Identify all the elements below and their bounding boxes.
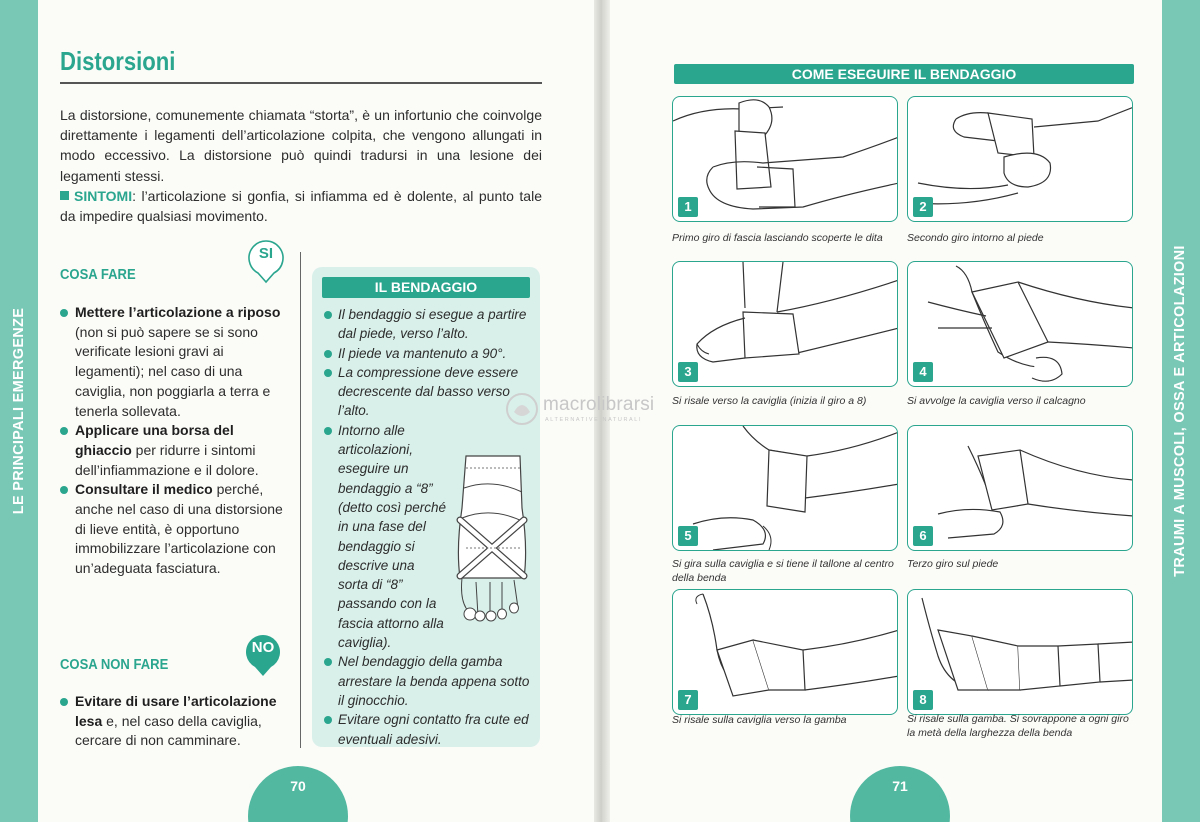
list-item: [322, 652, 532, 710]
list-item-bold: Applicare una borsa del ghiaccio: [75, 422, 234, 458]
step-number-badge: 5: [678, 526, 698, 546]
step-1-illustration: [673, 97, 898, 222]
list-item-text: (non si può sapere se si sono verificate lesioni gravi ai legamenti); nel caso di una caviglia, non poggiarla a terra e tenerla sollevata.: [75, 323, 271, 419]
bullet-dot-icon: [324, 658, 332, 666]
symptoms-text: : l’articolazione si gonfia, si infiamma ed è dolente, al punto tale da impedire qualsiasi movimento.: [60, 187, 542, 225]
step-number-badge: 7: [678, 690, 698, 710]
step-caption-5: Si gira sulla caviglia e si tiene il tallone al centro della benda: [672, 558, 894, 584]
list-item: [322, 421, 447, 653]
watermark-text: macrolibrarsi: [543, 394, 655, 415]
bullet-dot-icon: [324, 427, 332, 435]
list-item-bold: Consultare il medico: [75, 481, 213, 498]
list-item: [322, 710, 532, 749]
dont-heading: COSA NON FARE: [60, 657, 169, 673]
step-caption-7: Si risale sulla caviglia verso la gamba: [672, 714, 847, 726]
list-item-text: Intorno alle articolazioni, eseguire un bendaggio a “8” (detto così perché in una fase del bendaggio si descrive una sorta di “8” passando con la fascia attorno alla caviglia).: [338, 422, 447, 651]
step-number-badge: 4: [913, 362, 933, 382]
watermark-subtext: ALTERNATIVE NATURALI: [545, 417, 643, 423]
left-side-band: [0, 0, 38, 822]
list-item-text: Evitare ogni contatto fra cute ed eventuali adesivi.: [338, 712, 529, 747]
step-number-badge: 8: [913, 690, 933, 710]
watermark-logo-icon: [505, 392, 539, 426]
step-panel-6: [907, 425, 1133, 551]
list-item-text: La compressione deve essere decrescente dal basso verso l’alto.: [338, 364, 519, 419]
list-item-text: perché, anche nel caso di una distorsione di lieve entità, è opportuno immobilizzare l’articolazione con un’adeguata fasciatura.: [75, 481, 283, 577]
page-number: 71: [892, 778, 908, 794]
bullet-dot-icon: [60, 427, 68, 435]
step-5-illustration: [673, 426, 898, 551]
list-item-text: Il piede va mantenuto a 90°.: [338, 345, 507, 361]
list-item: [60, 480, 288, 579]
page-number-circle: [248, 766, 348, 822]
bullet-dot-icon: [60, 486, 68, 494]
figure-eight-bandage-illustration: [446, 448, 538, 623]
bullet-dot-icon: [60, 309, 68, 317]
bullet-dot-icon: [324, 350, 332, 358]
left-side-title: LE PRINCIPALI EMERGENZE: [11, 307, 27, 515]
list-item: [322, 305, 532, 344]
step-panel-1: [672, 96, 898, 222]
list-item: [60, 692, 288, 751]
do-heading: COSA FARE: [60, 267, 136, 283]
step-8-illustration: [908, 590, 1133, 715]
bullet-dot-icon: [324, 311, 332, 319]
list-item-bold: Evitare di usare l’articolazione lesa: [75, 693, 277, 729]
list-item: [60, 421, 288, 480]
step-caption-6: Terzo giro sul piede: [907, 558, 999, 570]
list-item-text: per ridurre i sintomi dell’infiammazione e il dolore.: [75, 441, 259, 478]
step-number-badge: 3: [678, 362, 698, 382]
page-number: 70: [290, 778, 306, 794]
column-divider: [300, 252, 301, 748]
list-item-text: Nel bendaggio della gamba arrestare la benda appena sotto il ginocchio.: [338, 654, 530, 708]
bullet-dot-icon: [324, 716, 332, 724]
step-panel-3: [672, 261, 898, 387]
bullet-dot-icon: [324, 369, 332, 377]
right-side-title: TRAUMI A MUSCOLI, OSSA E ARTICOLAZIONI: [1172, 245, 1188, 577]
step-number-badge: 1: [678, 197, 698, 217]
list-item-bold: Mettere l’articolazione a riposo: [75, 304, 281, 320]
step-panel-7: [672, 589, 898, 715]
list-item: [322, 344, 532, 363]
bullet-dot-icon: [60, 698, 68, 706]
step-number-badge: 6: [913, 526, 933, 546]
step-panel-8: [907, 589, 1133, 715]
step-panel-5: [672, 425, 898, 551]
step-panel-2: [907, 96, 1133, 222]
watermark: [505, 392, 705, 432]
list-item: [322, 363, 532, 421]
step-3-illustration: [673, 262, 898, 387]
dont-list: [60, 692, 288, 751]
list-item: [60, 303, 288, 421]
bandage-steps-title: COME ESEGUIRE IL BENDAGGIO: [674, 64, 1134, 84]
title-rule: [60, 82, 542, 84]
step-caption-8: Si risale sulla gamba. Si sovrappone a ogni giro la metà della larghezza della benda: [907, 713, 1129, 739]
symptoms-label: SINTOMI: [74, 187, 133, 204]
si-pin-icon: [246, 238, 286, 278]
right-side-band: [1162, 0, 1200, 822]
no-pin-icon: [243, 632, 283, 672]
symptoms-paragraph: [60, 186, 542, 226]
box-title: IL BENDAGGIO: [322, 277, 530, 298]
step-caption-4: Si avvolge la caviglia verso il calcagno: [907, 395, 1086, 407]
step-7-illustration: [673, 590, 898, 715]
do-list: [60, 303, 288, 579]
step-caption-3: Si risale verso la caviglia (inizia il giro a 8): [672, 395, 867, 407]
step-caption-2: Secondo giro intorno al piede: [907, 232, 1044, 244]
intro-paragraph: La distorsione, comunemente chiamata “storta”, è un infortunio che coinvolge direttamente i legamenti dell’articolazione colpita, che vengono allungati in modo eccessivo. La distorsione può quindi tradursi in una lesione dei legamenti stessi.: [60, 107, 542, 184]
step-caption-1: Primo giro di fascia lasciando scoperte le dita: [672, 232, 883, 244]
page-title: Distorsioni: [60, 46, 176, 76]
list-item-text: e, nel caso della caviglia, cercare di non camminare.: [75, 712, 262, 749]
step-number-badge: 2: [913, 197, 933, 217]
step-panel-4: [907, 261, 1133, 387]
intro-text-block: [60, 105, 542, 226]
si-pin-label: SI: [258, 245, 274, 262]
step-6-illustration: [908, 426, 1133, 551]
list-item-text: Il bendaggio si esegue a partire dal piede, verso l’alto.: [338, 307, 527, 342]
no-pin-label: NO: [251, 639, 275, 656]
step-4-illustration: [908, 262, 1133, 387]
square-bullet-icon: [60, 191, 69, 200]
step-2-illustration: [908, 97, 1133, 222]
